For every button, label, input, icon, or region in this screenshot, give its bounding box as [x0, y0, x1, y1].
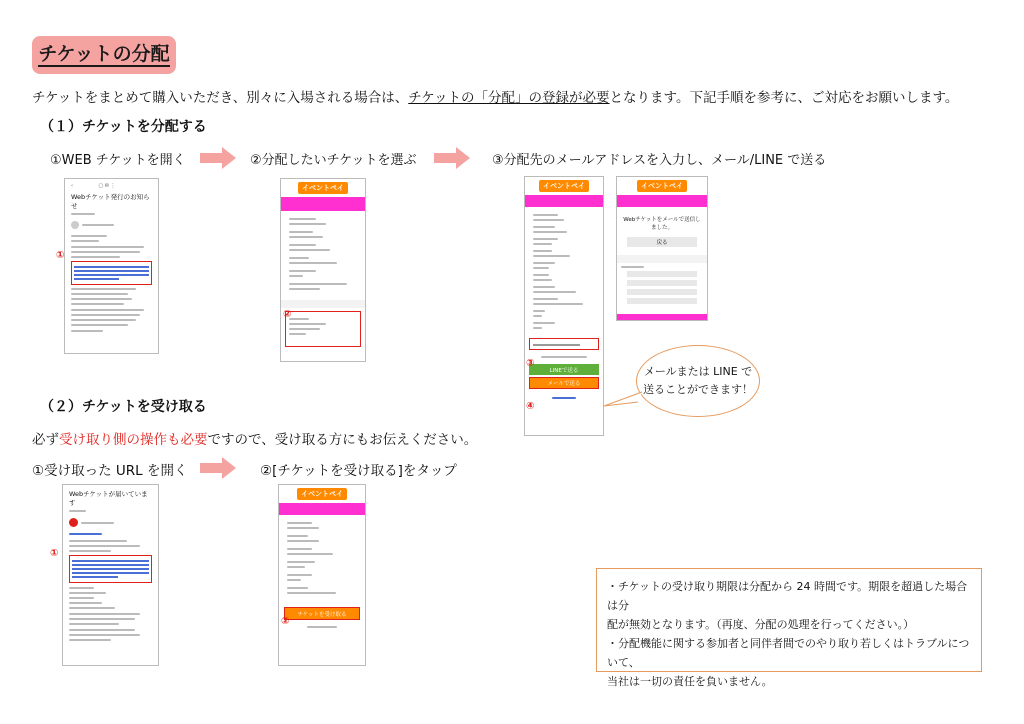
arrow-right-icon: [200, 147, 236, 169]
sent-message: Webチケットをメールで送信しました。: [623, 217, 701, 231]
step-marker-4: ④: [526, 401, 535, 412]
received-email-screenshot: [62, 484, 159, 666]
arrow-right-icon: [434, 147, 470, 169]
mail-send-button[interactable]: メールで送る: [529, 377, 599, 389]
section1-step1: ①WEB チケットを開く: [50, 153, 186, 168]
email-subject: Webチケット発行のお知らせ: [71, 193, 150, 210]
step-marker-2: ②: [283, 309, 292, 320]
received-link-box[interactable]: [69, 555, 152, 583]
ticket-select-screenshot: イベントペイ: [280, 178, 366, 362]
section2-heading: （２）チケットを受け取る: [40, 399, 207, 415]
page-title: チケットの分配: [32, 36, 176, 74]
bubble-tail: [604, 388, 644, 408]
received-email-subject: Webチケットが届いています: [69, 490, 148, 507]
step-marker-3: ③: [526, 358, 535, 369]
email-screenshot: ‹ ▢ ✉ ⋮ Webチケット発行のお知らせ: [64, 178, 159, 354]
ticket-link-box[interactable]: [71, 261, 152, 285]
step-marker-1: ①: [56, 250, 65, 261]
receive-ticket-screenshot: イベントペイ チケットを受け取る: [278, 484, 366, 666]
section1-step2: ②分配したいチケットを選ぶ: [250, 153, 417, 168]
ticket-item-box[interactable]: [285, 311, 361, 347]
return-button[interactable]: 戻る: [627, 237, 697, 247]
email-address-input[interactable]: [529, 338, 599, 350]
line-send-button[interactable]: LINEで送る: [529, 364, 599, 375]
distribution-form-screenshot: イベントペイ LINEで送る メールで送る: [524, 176, 604, 436]
note-box: ・チケットの受け取り期限は分配から 24 時間です。期限を超過した場合は分 配が無効となります。（再度、分配の処理を行ってください。） ・分配機能に関する参加者と同伴者間でのやり取り若しくはトラブルについて、 当社は一切の責任を負いません。: [596, 568, 982, 672]
step-marker-1b: ①: [50, 548, 59, 559]
send-complete-screenshot: イベントペイ Webチケットをメールで送信しました。 戻る: [616, 176, 708, 321]
receive-ticket-button[interactable]: チケットを受け取る: [284, 607, 360, 620]
arrow-right-icon: [200, 457, 236, 479]
speech-bubble: メールまたは LINE で 送ることができます！: [636, 345, 760, 417]
intro-text: チケットをまとめて購入いただき、別々に入場される場合は、チケットの「分配」の登録が必要となります。下記手順を参考に、ご対応をお願いします。: [32, 90, 959, 106]
step-marker-2b: ②: [281, 616, 290, 627]
section1-heading: （１）チケットを分配する: [40, 119, 207, 135]
section1-step3: ③分配先のメールアドレスを入力し、メール/LINE で送る: [492, 153, 827, 168]
section2-notice: 必ず受け取り側の操作も必要ですので、受け取る方にもお伝えください。: [32, 432, 478, 448]
section2-step1: ①受け取った URL を開く: [32, 463, 188, 479]
section2-step2: ②[チケットを受け取る]をタップ: [260, 463, 457, 479]
